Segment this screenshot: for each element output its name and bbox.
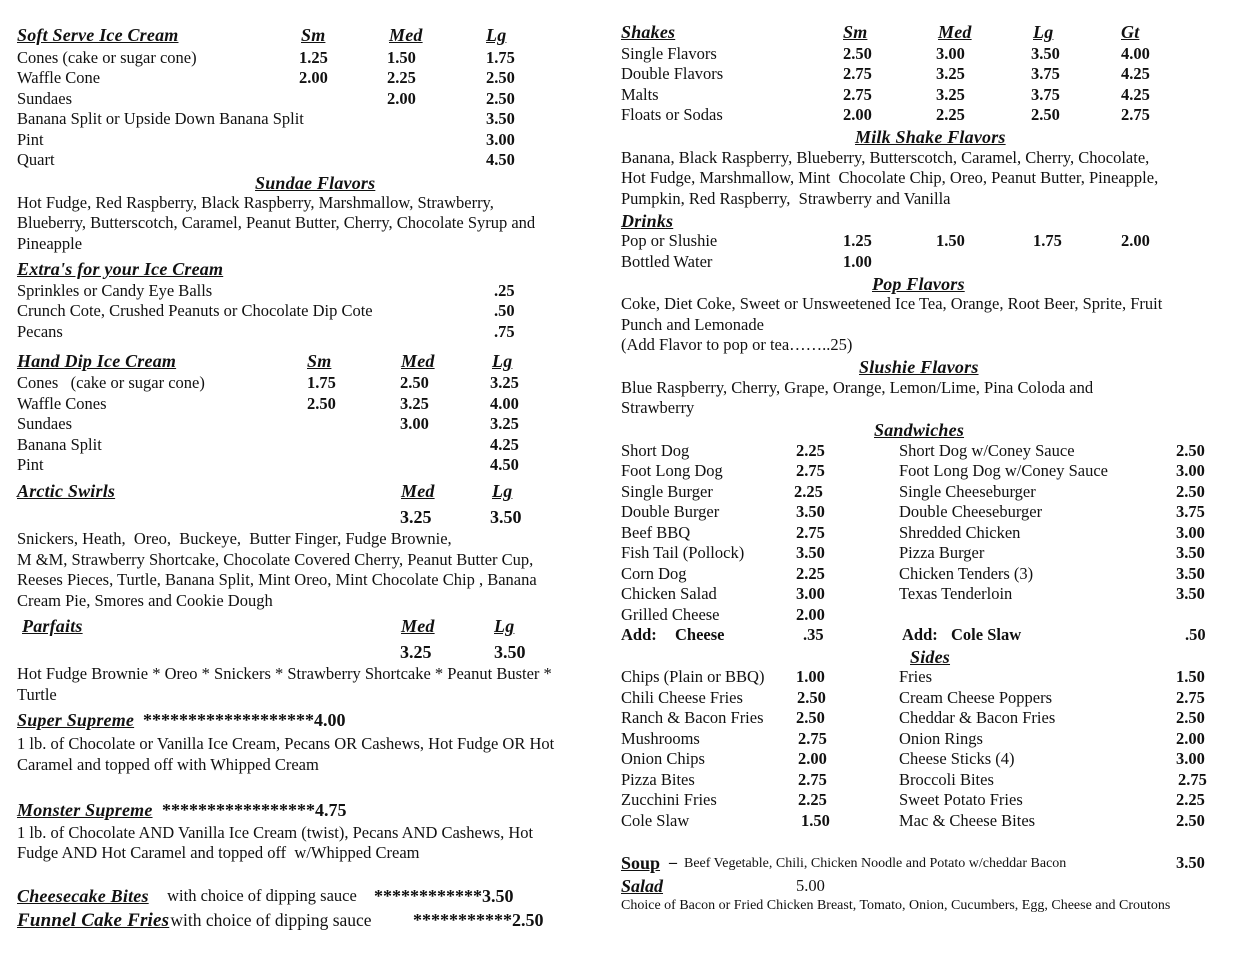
text-line: Blueberry, Butterscotch, Caramel, Peanut Butter, Cherry, Chocolate Syrup and: [17, 213, 536, 232]
item-name: Cream Cheese Poppers: [899, 688, 1053, 707]
item-name: Cones (cake or sugar cone): [17, 48, 197, 67]
cheesecake-bites-title: Cheesecake Bites: [17, 886, 149, 906]
text-line: Hot Fudge Brownie * Oreo * Snickers * Strawberry Shortcake * Peanut Buster *: [17, 664, 552, 683]
price: 2.50: [796, 708, 825, 727]
item-name: Broccoli Bites: [899, 770, 994, 789]
price: 2.50: [797, 688, 826, 707]
item-name: Pizza Burger: [899, 543, 985, 562]
add-item: Cole Slaw: [951, 625, 1022, 644]
item-name: Chicken Salad: [621, 584, 717, 603]
item-name: Zucchini Fries: [621, 790, 717, 809]
item-name: Double Cheeseburger: [899, 502, 1043, 521]
slushie-flavors-title: Slushie Flavors: [859, 357, 979, 377]
text-line: Banana, Black Raspberry, Blueberry, Butterscotch, Caramel, Cherry, Chocolate,: [621, 148, 1150, 167]
price-lg: 3.25: [490, 373, 519, 392]
item-name: Banana Split or Upside Down Banana Split: [17, 109, 304, 128]
salad-desc: Choice of Bacon or Fried Chicken Breast, Tomato, Onion, Cucumbers, Egg, Cheese and Croutons: [621, 898, 1171, 913]
price-lg: 4.50: [486, 150, 515, 169]
price: 2.75: [1176, 688, 1205, 707]
item-name: Ranch & Bacon Fries: [621, 708, 764, 727]
item-name: Floats or Sodas: [621, 105, 723, 124]
item-name: Short Dog: [621, 441, 690, 460]
item-name: Corn Dog: [621, 564, 687, 583]
pop-flavors-title: Pop Flavors: [872, 274, 965, 294]
item-name: Pecans: [17, 322, 63, 341]
price: 2.75: [796, 523, 825, 542]
item-name: Pint: [17, 455, 44, 474]
text-line: 1 lb. of Chocolate or Vanilla Ice Cream, Pecans OR Cashews, Hot Fudge OR Hot: [17, 734, 555, 753]
price: 3.25: [936, 85, 965, 104]
item-name: Beef BBQ: [621, 523, 691, 542]
milk-shake-flavors-title: Milk Shake Flavors: [855, 127, 1006, 147]
item-name: Grilled Cheese: [621, 605, 720, 624]
item-name: Single Flavors: [621, 44, 717, 63]
soft-serve-title: Soft Serve Ice Cream: [17, 25, 179, 45]
price: 4.25: [1121, 85, 1150, 104]
item-name: Malts: [621, 85, 659, 104]
price: 1.50: [936, 231, 965, 250]
price: 2.00: [1176, 729, 1205, 748]
price: .50: [1185, 625, 1206, 644]
item-name: Bottled Water: [621, 252, 713, 271]
item-name: Fish Tail (Pollock): [621, 543, 745, 562]
item-name: Crunch Cote, Crushed Peanuts or Chocolate Dip Cote: [17, 301, 373, 320]
add-item: Cheese: [675, 625, 725, 644]
price: 3.75: [1031, 64, 1060, 83]
price-lg: 4.00: [490, 394, 519, 413]
soup-desc: Beef Vegetable, Chili, Chicken Noodle and Potato w/cheddar Bacon: [684, 856, 1067, 871]
price: 3.50: [1031, 44, 1060, 63]
item-name: Cheese Sticks (4): [899, 749, 1015, 768]
price: 2.75: [1178, 770, 1207, 789]
price: 1.00: [796, 667, 825, 686]
item-name: Short Dog w/Coney Sauce: [899, 441, 1075, 460]
super-supreme-price: *******************4.00: [143, 710, 346, 730]
col-med: Med: [389, 25, 423, 45]
price-lg: 3.00: [486, 130, 515, 149]
text-line: Strawberry: [621, 398, 695, 417]
price: 2.50: [1176, 811, 1205, 830]
item-name: Mushrooms: [621, 729, 700, 748]
price: 3.50: [1176, 584, 1205, 603]
price: 2.00: [1121, 231, 1150, 250]
price-sm: 1.25: [299, 48, 328, 67]
price: 3.25: [936, 64, 965, 83]
price: 2.00: [843, 105, 872, 124]
add-label: Add:: [902, 625, 938, 644]
item-name: Onion Chips: [621, 749, 705, 768]
price: 2.75: [798, 770, 827, 789]
col-lg: Lg: [1033, 22, 1054, 42]
price: 3.00: [1176, 749, 1205, 768]
item-desc: with choice of dipping sauce: [166, 910, 376, 930]
arctic-swirls-title: Arctic Swirls: [17, 481, 116, 501]
price: 2.75: [796, 461, 825, 480]
item-name: Chips (Plain or BBQ): [621, 667, 765, 686]
item-name: Texas Tenderloin: [899, 584, 1013, 603]
price-med: 2.00: [387, 89, 416, 108]
price: 3.00: [1176, 523, 1205, 542]
price: 2.75: [843, 85, 872, 104]
price: 1.50: [801, 811, 830, 830]
item-name: Pizza Bites: [621, 770, 695, 789]
add-label: Add:: [621, 625, 657, 644]
item-name: Single Burger: [621, 482, 713, 501]
item-name: Fries: [899, 667, 932, 686]
text-line: Turtle: [17, 685, 57, 704]
price-med: 2.25: [387, 68, 416, 87]
item-name: Sundaes: [17, 414, 72, 433]
item-name: Sweet Potato Fries: [899, 790, 1023, 809]
price-med: 3.00: [400, 414, 429, 433]
text-line: Blue Raspberry, Cherry, Grape, Orange, Lemon/Lime, Pina Coloda and: [621, 378, 1094, 397]
price: ************3.50: [374, 886, 514, 906]
item-name: Foot Long Dog w/Coney Sauce: [899, 461, 1108, 480]
price: 3.00: [936, 44, 965, 63]
col-med: Med: [938, 22, 972, 42]
price-sm: 2.00: [299, 68, 328, 87]
item-name: Banana Split: [17, 435, 102, 454]
text-line: 1 lb. of Chocolate AND Vanilla Ice Cream (twist), Pecans AND Cashews, Hot: [17, 823, 534, 842]
price: .25: [494, 281, 515, 300]
text-line: Reeses Pieces, Turtle, Banana Split, Mint Oreo, Mint Chocolate Chip , Banana: [17, 570, 537, 589]
price: 2.00: [796, 605, 825, 624]
col-lg: Lg: [486, 25, 507, 45]
item-name: Waffle Cones: [17, 394, 107, 413]
price: 3.50: [796, 543, 825, 562]
text-line: (Add Flavor to pop or tea……..25): [621, 335, 853, 354]
price-med: 2.50: [400, 373, 429, 392]
price-med: 3.25: [400, 507, 432, 527]
price: 2.25: [936, 105, 965, 124]
price: 2.75: [798, 729, 827, 748]
item-name: Waffle Cone: [17, 68, 101, 87]
col-med: Med: [401, 481, 435, 501]
price-lg: 2.50: [486, 68, 515, 87]
price: 2.75: [1121, 105, 1150, 124]
item-name: Cones (cake or sugar cone): [17, 373, 205, 392]
col-lg: Lg: [492, 351, 513, 371]
price-lg: 4.25: [490, 435, 519, 454]
price-lg: 3.50: [486, 109, 515, 128]
price-lg: 2.50: [486, 89, 515, 108]
soup-price: 3.50: [1176, 853, 1205, 872]
price: 1.50: [1176, 667, 1205, 686]
price: 2.25: [794, 482, 823, 501]
price: 2.50: [1031, 105, 1060, 124]
col-sm: Sm: [843, 22, 868, 42]
salad-price: 5.00: [796, 876, 825, 895]
price: .35: [803, 625, 824, 644]
soup-dash: –: [665, 854, 681, 871]
price: 1.25: [843, 231, 872, 250]
col-lg: Lg: [492, 481, 513, 501]
item-name: Pop or Slushie: [621, 231, 718, 250]
price: 2.50: [1176, 441, 1205, 460]
price: 4.00: [1121, 44, 1150, 63]
col-sm: Sm: [307, 351, 332, 371]
item-name: Chicken Tenders (3): [899, 564, 1034, 583]
price-med: 3.25: [400, 642, 432, 662]
text-line: M &M, Strawberry Shortcake, Chocolate Covered Cherry, Peanut Butter Cup,: [17, 550, 534, 569]
price: 2.00: [798, 749, 827, 768]
price: 4.25: [1121, 64, 1150, 83]
col-sm: Sm: [301, 25, 326, 45]
item-name: Mac & Cheese Bites: [899, 811, 1036, 830]
extras-title: Extra's for your Ice Cream: [17, 259, 224, 279]
text-line: Fudge AND Hot Caramel and topped off w/Whipped Cream: [17, 843, 420, 862]
price: ***********2.50: [413, 910, 544, 930]
item-name: Cheddar & Bacon Fries: [899, 708, 1056, 727]
soup-title: Soup: [621, 853, 661, 873]
text-line: Punch and Lemonade: [621, 315, 764, 334]
monster-supreme-title: Monster Supreme: [17, 800, 153, 820]
item-name: Onion Rings: [899, 729, 983, 748]
super-supreme-title: Super Supreme: [17, 710, 135, 730]
price-sm: 1.75: [307, 373, 336, 392]
price-lg: 4.50: [490, 455, 519, 474]
item-name: Sprinkles or Candy Eye Balls: [17, 281, 213, 300]
sides-title: Sides: [910, 647, 951, 667]
sundae-flavors-title: Sundae Flavors: [255, 173, 376, 193]
price: 3.00: [1176, 461, 1205, 480]
price: .75: [494, 322, 515, 341]
price: 3.50: [796, 502, 825, 521]
text-line: Hot Fudge, Marshmallow, Mint Chocolate Chip, Oreo, Peanut Butter, Pineapple,: [621, 168, 1159, 187]
col-med: Med: [401, 351, 435, 371]
item-name: Double Flavors: [621, 64, 724, 83]
item-name: Chili Cheese Fries: [621, 688, 743, 707]
price: 2.25: [796, 564, 825, 583]
price: 3.50: [1176, 543, 1205, 562]
price: 2.50: [1176, 482, 1205, 501]
sandwiches-title: Sandwiches: [874, 420, 965, 440]
price-lg: 3.25: [490, 414, 519, 433]
item-name: Double Burger: [621, 502, 720, 521]
text-line: Cream Pie, Smores and Cookie Dough: [17, 591, 273, 610]
price-med: 3.25: [400, 394, 429, 413]
item-name: Foot Long Dog: [621, 461, 723, 480]
price: .50: [494, 301, 515, 320]
monster-supreme-price: *****************4.75: [162, 800, 347, 820]
salad-title: Salad: [621, 876, 664, 896]
text-line: Hot Fudge, Red Raspberry, Black Raspberry, Marshmallow, Strawberry,: [17, 193, 494, 212]
shakes-title: Shakes: [621, 22, 676, 42]
price: 1.75: [1033, 231, 1062, 250]
item-name: Cole Slaw: [621, 811, 690, 830]
item-name: Sundaes: [17, 89, 72, 108]
price: 3.75: [1176, 502, 1205, 521]
text-line: Coke, Diet Coke, Sweet or Unsweetened Ice Tea, Orange, Root Beer, Sprite, Fruit: [621, 294, 1163, 313]
price: 3.50: [1176, 564, 1205, 583]
price: 2.25: [798, 790, 827, 809]
price-sm: 2.50: [307, 394, 336, 413]
text-line: Pumpkin, Red Raspberry, Strawberry and Vanilla: [621, 189, 951, 208]
price-lg: 3.50: [490, 507, 522, 527]
hand-dip-title: Hand Dip Ice Cream: [17, 351, 177, 371]
text-line: Snickers, Heath, Oreo, Buckeye, Butter Finger, Fudge Brownie,: [17, 529, 452, 548]
price-lg: 1.75: [486, 48, 515, 67]
funnel-cake-fries-title: Funnel Cake Fries: [17, 910, 170, 931]
text-line: Pineapple: [17, 234, 83, 253]
price-lg: 3.50: [494, 642, 526, 662]
text-line: Caramel and topped off with Whipped Cream: [17, 755, 319, 774]
parfaits-title: Parfaits: [22, 616, 83, 636]
price-med: 1.50: [387, 48, 416, 67]
col-med: Med: [401, 616, 435, 636]
col-gt: Gt: [1121, 22, 1140, 42]
item-name: Quart: [17, 150, 55, 169]
price: 3.75: [1031, 85, 1060, 104]
item-name: Pint: [17, 130, 44, 149]
price: 2.75: [843, 64, 872, 83]
drinks-title: Drinks: [621, 211, 674, 231]
price: 2.50: [843, 44, 872, 63]
price: 2.25: [1176, 790, 1205, 809]
price: 2.25: [796, 441, 825, 460]
price: 3.00: [796, 584, 825, 603]
col-lg: Lg: [494, 616, 515, 636]
item-desc: with choice of dipping sauce: [163, 886, 361, 905]
item-name: Shredded Chicken: [899, 523, 1021, 542]
price: 1.00: [843, 252, 872, 271]
price: 2.50: [1176, 708, 1205, 727]
item-name: Single Cheeseburger: [899, 482, 1036, 501]
